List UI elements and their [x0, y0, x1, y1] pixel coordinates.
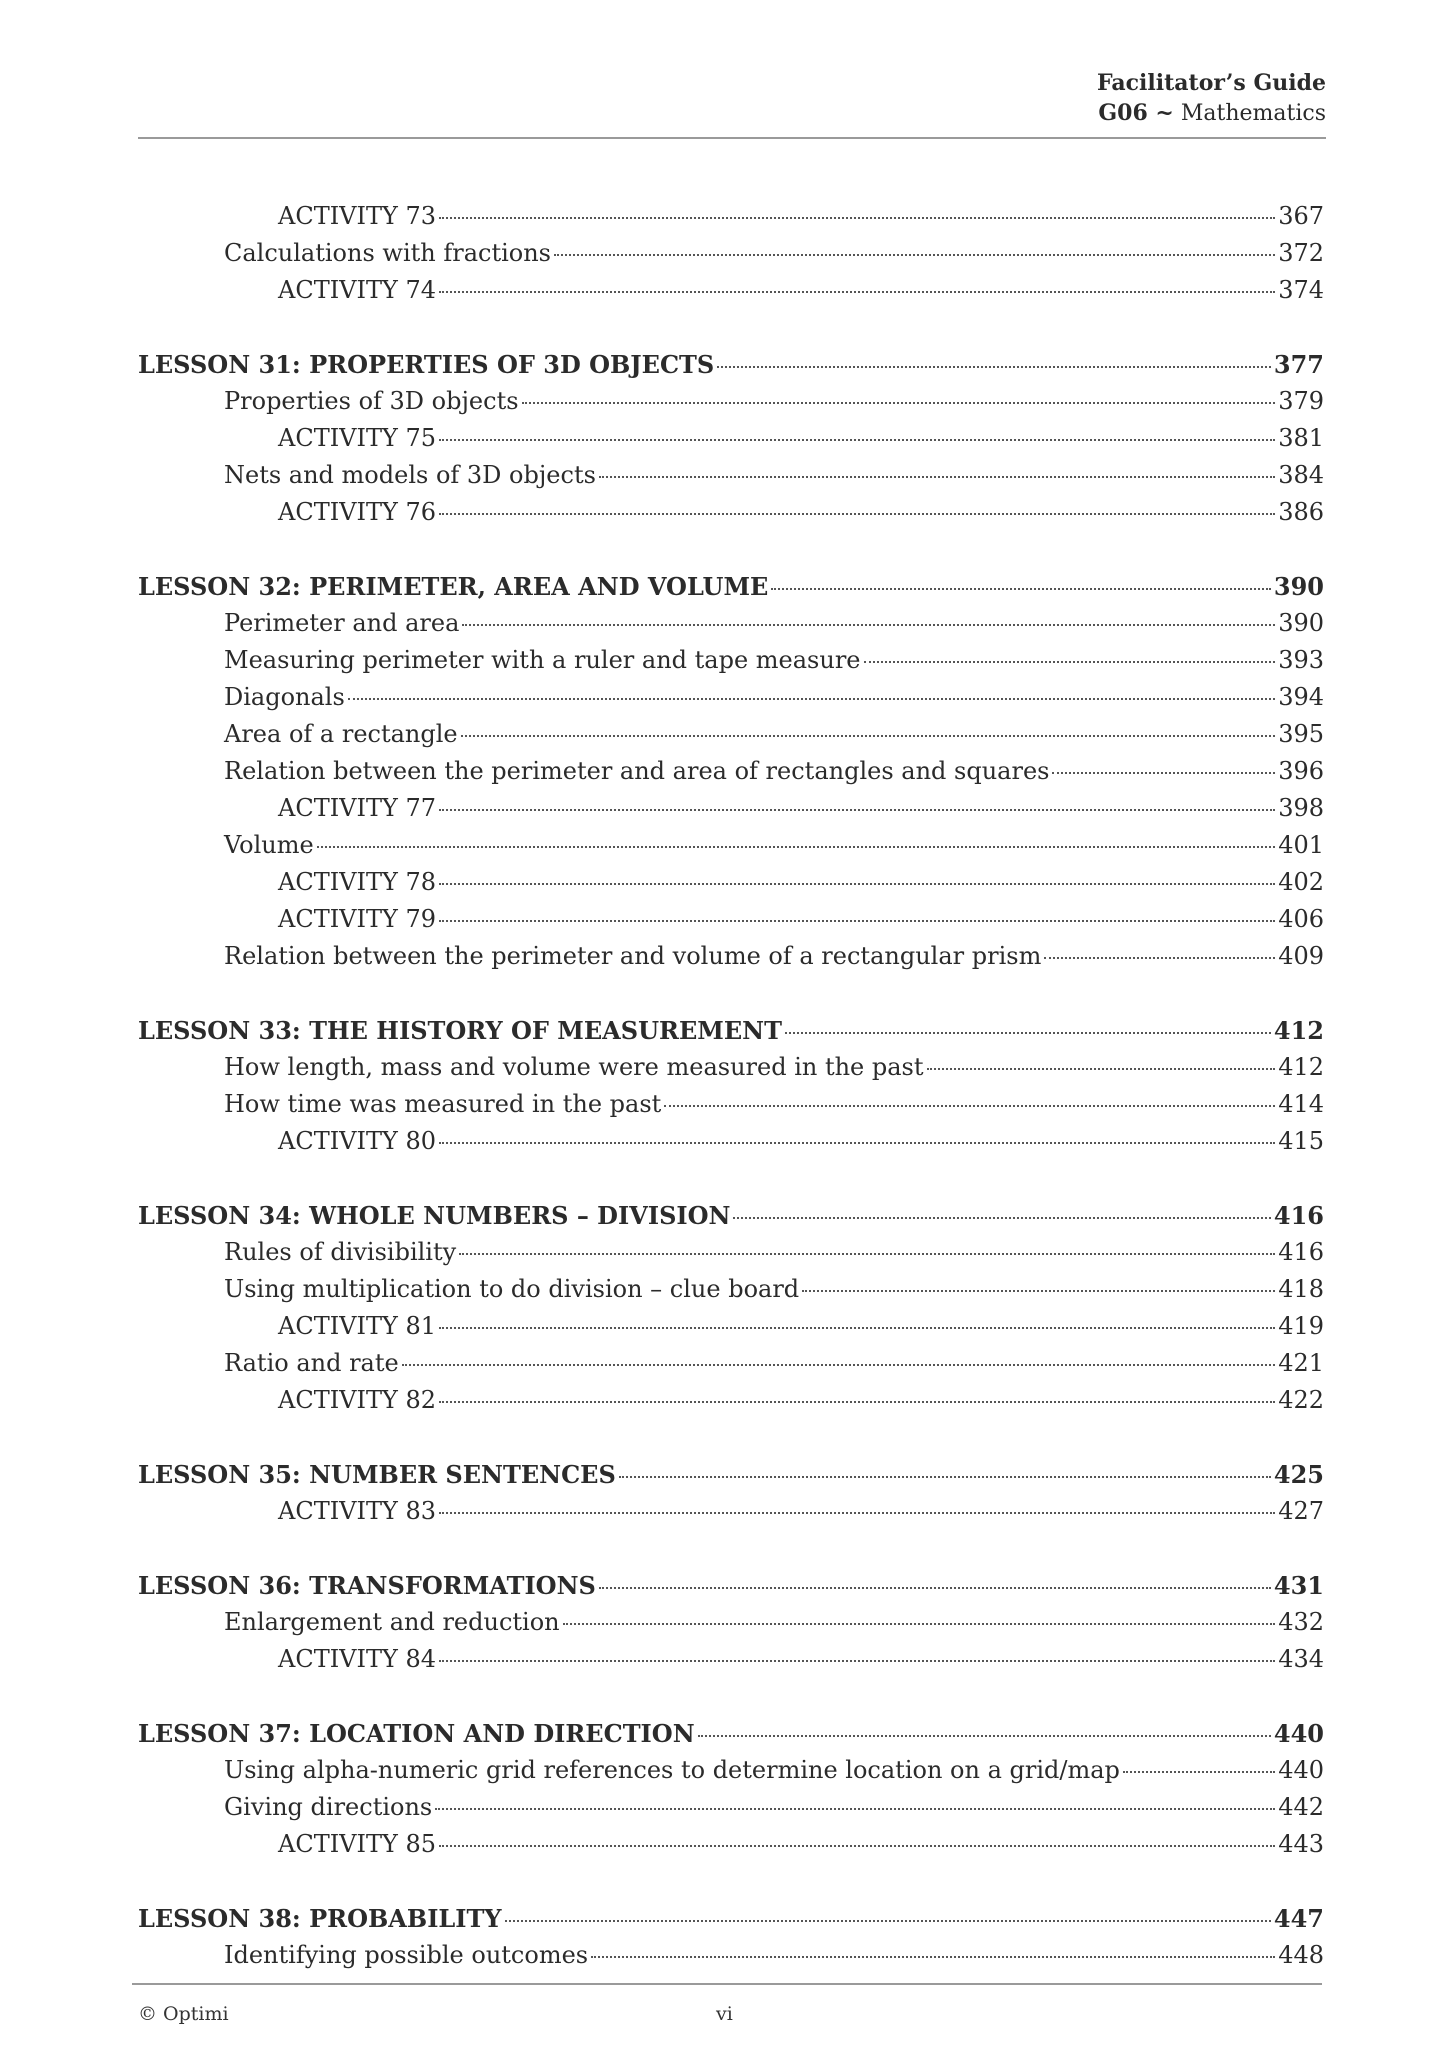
toc-activity-entry[interactable] — [138, 905, 1324, 942]
toc-section-entry[interactable] — [138, 1793, 1324, 1830]
dot-leader — [439, 920, 1275, 922]
toc-entry-title: ACTIVITY 80 — [278, 1127, 437, 1155]
toc-section-entry[interactable] — [138, 757, 1324, 794]
toc-section-entry[interactable] — [138, 1238, 1324, 1275]
toc-entry-title: ACTIVITY 79 — [278, 905, 437, 933]
toc-entry-title: Rules of divisibility — [224, 1238, 457, 1266]
dot-leader — [439, 809, 1275, 811]
toc-entry-title: LESSON 35: NUMBER SENTENCES — [138, 1460, 616, 1489]
dot-leader — [439, 1512, 1275, 1514]
toc-entry-page: 448 — [1278, 1941, 1324, 1969]
toc-activity-entry[interactable] — [138, 794, 1324, 831]
toc-entry-page: 394 — [1278, 683, 1324, 711]
toc-section-entry[interactable] — [138, 239, 1324, 276]
toc-activity-entry[interactable] — [138, 1830, 1324, 1867]
dot-leader — [439, 1660, 1275, 1662]
footer-divider — [132, 1983, 1322, 1985]
toc-entry-page: 431 — [1273, 1571, 1324, 1600]
dot-leader — [522, 402, 1276, 404]
toc-section-entry[interactable] — [138, 1090, 1324, 1127]
toc-entry-title: ACTIVITY 76 — [278, 498, 437, 526]
dot-leader — [439, 439, 1275, 441]
toc-entry-page: 367 — [1278, 202, 1324, 230]
toc-section-entry[interactable] — [138, 1053, 1324, 1090]
dot-leader — [459, 1253, 1275, 1255]
dot-leader — [1052, 772, 1275, 774]
toc-entry-page: 398 — [1278, 794, 1324, 822]
guide-title: Facilitator’s Guide — [1096, 70, 1326, 96]
dot-leader — [717, 366, 1271, 368]
toc-entry-page: 401 — [1278, 831, 1324, 859]
toc-entry-page: 416 — [1273, 1201, 1324, 1230]
toc-entry-title: ACTIVITY 74 — [278, 276, 437, 304]
dot-leader — [733, 1217, 1270, 1219]
toc-entry-page: 390 — [1273, 572, 1324, 601]
subject-name: Mathematics — [1180, 101, 1326, 126]
toc-entry-title: LESSON 38: PROBABILITY — [138, 1904, 502, 1933]
toc-entry-title: ACTIVITY 84 — [278, 1645, 437, 1673]
toc-entry-title: Calculations with fractions — [224, 239, 551, 267]
toc-entry-page: 418 — [1278, 1275, 1324, 1303]
toc-entry-page: 421 — [1278, 1349, 1324, 1377]
toc-entry-page: 379 — [1278, 387, 1324, 415]
toc-section-entry[interactable] — [138, 1275, 1324, 1312]
toc-entry-title: LESSON 36: TRANSFORMATIONS — [138, 1571, 596, 1600]
toc-entry-title: Using multiplication to do division – clue board — [224, 1275, 800, 1303]
dot-leader — [802, 1290, 1275, 1292]
toc-entry-page: 396 — [1278, 757, 1324, 785]
toc-entry-title: Enlargement and reduction — [224, 1608, 560, 1636]
table-of-contents — [138, 202, 1324, 1978]
page-number: vi — [716, 2003, 733, 2025]
grade-line — [1097, 98, 1326, 129]
toc-entry-title: LESSON 34: WHOLE NUMBERS – DIVISION — [138, 1201, 731, 1230]
toc-entry-title: Relation between the perimeter and volume of a rectangular prism — [224, 942, 1042, 970]
toc-lesson-entry[interactable] — [138, 1201, 1324, 1238]
dot-leader — [554, 254, 1275, 256]
toc-entry-page: 390 — [1278, 609, 1324, 637]
toc-entry-title: How time was measured in the past — [224, 1090, 662, 1118]
dot-leader — [435, 1808, 1275, 1810]
toc-activity-entry[interactable] — [138, 1497, 1324, 1534]
dot-leader — [563, 1623, 1276, 1625]
dot-leader — [599, 1587, 1271, 1589]
dot-leader — [1123, 1771, 1275, 1773]
copyright: © Optimi — [138, 2003, 229, 2025]
toc-entry-title: ACTIVITY 73 — [278, 202, 437, 230]
dot-leader — [698, 1735, 1271, 1737]
toc-entry-page: 440 — [1273, 1719, 1324, 1748]
dot-leader — [402, 1364, 1275, 1366]
toc-entry-page: 432 — [1278, 1608, 1324, 1636]
toc-entry-title: ACTIVITY 83 — [278, 1497, 437, 1525]
dot-leader — [439, 513, 1275, 515]
toc-entry-page: 415 — [1278, 1127, 1324, 1155]
toc-section-entry[interactable] — [138, 461, 1324, 498]
toc-entry-title: Area of a rectangle — [224, 720, 458, 748]
toc-entry-title: Properties of 3D objects — [224, 387, 519, 415]
toc-lesson-entry[interactable] — [138, 1016, 1324, 1053]
toc-entry-page: 412 — [1273, 1016, 1324, 1045]
dot-leader — [439, 1327, 1275, 1329]
toc-activity-entry[interactable] — [138, 1645, 1324, 1682]
toc-entry-page: 386 — [1278, 498, 1324, 526]
toc-section-entry[interactable] — [138, 646, 1324, 683]
dot-leader — [771, 588, 1271, 590]
toc-entry-page: 434 — [1278, 1645, 1324, 1673]
toc-entry-title: Ratio and rate — [224, 1349, 399, 1377]
dot-leader — [664, 1105, 1275, 1107]
toc-lesson-entry[interactable] — [138, 1719, 1324, 1756]
toc-entry-title: Giving directions — [224, 1793, 433, 1821]
dot-leader — [439, 217, 1275, 219]
dot-leader — [619, 1476, 1271, 1478]
dot-leader — [462, 624, 1275, 626]
toc-entry-title: LESSON 33: THE HISTORY OF MEASUREMENT — [138, 1016, 782, 1045]
toc-entry-title: How length, mass and volume were measured in the past — [224, 1053, 924, 1081]
toc-lesson-entry[interactable] — [138, 1904, 1324, 1941]
toc-entry-page: 374 — [1278, 276, 1324, 304]
toc-entry-page: 443 — [1278, 1830, 1324, 1858]
toc-section-entry[interactable] — [138, 1608, 1324, 1645]
toc-activity-entry[interactable] — [138, 1312, 1324, 1349]
toc-entry-page: 412 — [1278, 1053, 1324, 1081]
toc-entry-page: 381 — [1278, 424, 1324, 452]
toc-activity-entry[interactable] — [138, 868, 1324, 905]
toc-entry-page: 427 — [1278, 1497, 1324, 1525]
dot-leader — [439, 1845, 1275, 1847]
toc-entry-title: ACTIVITY 75 — [278, 424, 437, 452]
toc-section-entry[interactable] — [138, 1349, 1324, 1386]
toc-entry-page: 447 — [1273, 1904, 1324, 1933]
toc-activity-entry[interactable] — [138, 276, 1324, 313]
dot-leader — [317, 846, 1276, 848]
toc-entry-title: Using alpha-numeric grid references to determine location on a grid/map — [224, 1756, 1120, 1784]
dot-leader — [348, 698, 1275, 700]
toc-entry-page: 402 — [1278, 868, 1324, 896]
toc-lesson-entry[interactable] — [138, 572, 1324, 609]
toc-activity-entry[interactable] — [138, 202, 1324, 239]
toc-section-entry[interactable] — [138, 831, 1324, 868]
toc-activity-entry[interactable] — [138, 1386, 1324, 1423]
toc-entry-page: 440 — [1278, 1756, 1324, 1784]
dot-leader — [461, 735, 1276, 737]
grade-code: G06 ~ — [1098, 100, 1174, 126]
toc-section-entry[interactable] — [138, 720, 1324, 757]
toc-section-entry[interactable] — [138, 1756, 1324, 1793]
toc-section-entry[interactable] — [138, 942, 1324, 979]
toc-entry-title: Volume — [224, 831, 314, 859]
dot-leader — [599, 476, 1275, 478]
toc-lesson-entry[interactable] — [138, 350, 1324, 387]
toc-entry-title: ACTIVITY 82 — [278, 1386, 437, 1414]
dot-leader — [1044, 957, 1275, 959]
toc-entry-page: 414 — [1278, 1090, 1324, 1118]
toc-entry-page: 416 — [1278, 1238, 1324, 1266]
toc-activity-entry[interactable] — [138, 1127, 1324, 1164]
dot-leader — [591, 1956, 1275, 1958]
toc-entry-title: LESSON 32: PERIMETER, AREA AND VOLUME — [138, 572, 769, 601]
toc-entry-page: 393 — [1278, 646, 1324, 674]
toc-entry-title: LESSON 37: LOCATION AND DIRECTION — [138, 1719, 695, 1748]
toc-lesson-entry[interactable] — [138, 1571, 1324, 1608]
dot-leader — [439, 1142, 1275, 1144]
toc-entry-title: ACTIVITY 81 — [278, 1312, 437, 1340]
toc-entry-title: LESSON 31: PROPERTIES OF 3D OBJECTS — [138, 350, 715, 379]
dot-leader — [439, 1401, 1275, 1403]
toc-section-entry[interactable] — [138, 609, 1324, 646]
toc-entry-page: 425 — [1273, 1460, 1324, 1489]
toc-section-entry[interactable] — [138, 1941, 1324, 1978]
toc-entry-title: ACTIVITY 77 — [278, 794, 437, 822]
toc-entry-title: Measuring perimeter with a ruler and tape measure — [224, 646, 861, 674]
toc-activity-entry[interactable] — [138, 498, 1324, 535]
dot-leader — [439, 883, 1275, 885]
dot-leader — [864, 661, 1276, 663]
toc-entry-page: 406 — [1278, 905, 1324, 933]
toc-entry-page: 377 — [1273, 350, 1324, 379]
toc-entry-page: 372 — [1278, 239, 1324, 267]
toc-entry-title: Identifying possible outcomes — [224, 1941, 589, 1969]
toc-entry-title: Perimeter and area — [224, 609, 460, 637]
toc-entry-title: ACTIVITY 78 — [278, 868, 437, 896]
toc-entry-page: 422 — [1278, 1386, 1324, 1414]
toc-entry-page: 419 — [1278, 1312, 1324, 1340]
toc-entry-title: Relation between the perimeter and area of rectangles and squares — [224, 757, 1050, 785]
toc-entry-page: 384 — [1278, 461, 1324, 489]
toc-section-entry[interactable] — [138, 387, 1324, 424]
page-header — [1097, 68, 1326, 129]
toc-lesson-entry[interactable] — [138, 1460, 1324, 1497]
toc-section-entry[interactable] — [138, 683, 1324, 720]
dot-leader — [785, 1032, 1271, 1034]
toc-entry-title: Diagonals — [224, 683, 345, 711]
header-divider — [138, 137, 1326, 139]
toc-entry-page: 409 — [1278, 942, 1324, 970]
dot-leader — [927, 1068, 1276, 1070]
toc-entry-page: 442 — [1278, 1793, 1324, 1821]
toc-entry-title: Nets and models of 3D objects — [224, 461, 596, 489]
toc-entry-page: 395 — [1278, 720, 1324, 748]
toc-entry-title: ACTIVITY 85 — [278, 1830, 437, 1858]
dot-leader — [439, 291, 1275, 293]
dot-leader — [505, 1920, 1271, 1922]
toc-activity-entry[interactable] — [138, 424, 1324, 461]
